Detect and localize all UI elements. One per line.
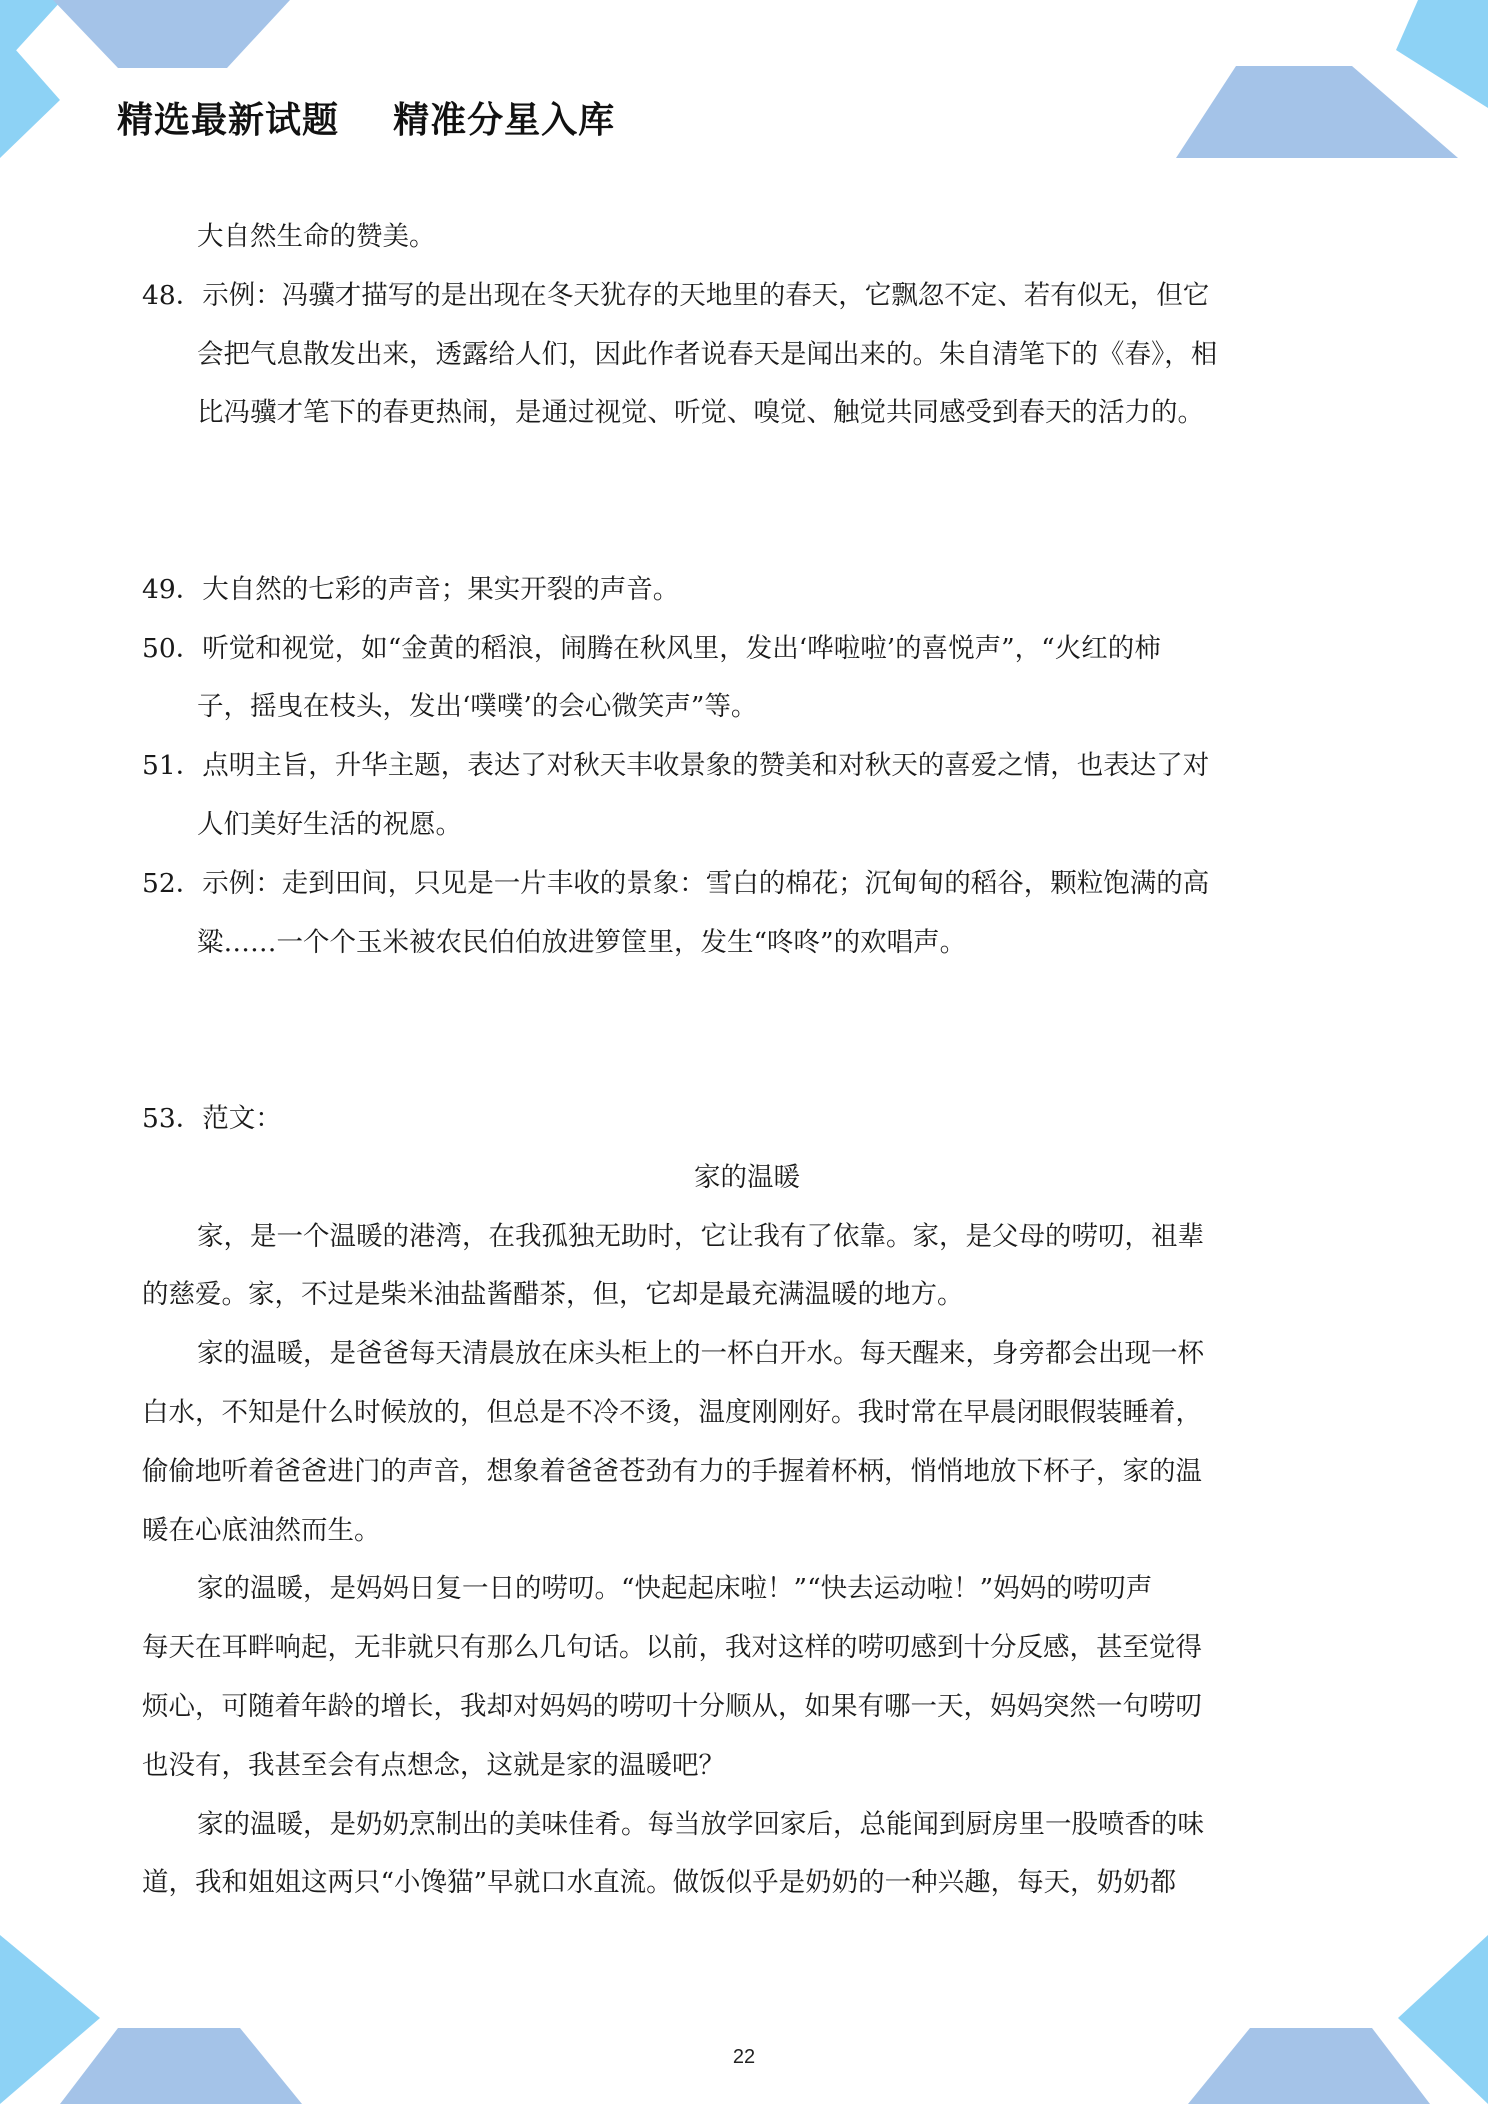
text-line: 每天在耳畔响起，无非就只有那么几句话。以前，我对这样的唠叨感到十分反感，甚至觉得 [142,1632,1202,1664]
text-line: 50．听觉和视觉，如“金黄的稻浪，闹腾在秋风里，发出‘哗啦啦’的喜悦声”，“火红的柿 [142,632,1161,664]
text-line: 家的温暖，是妈妈日复一日的唠叨。“快起起床啦！”“快去运动啦！”妈妈的唠叨声 [197,1573,1153,1605]
text-line: 子，摇曳在枝头，发出‘噗噗’的会心微笑声”等。 [197,691,758,723]
text-line: 白水，不知是什么时候放的，但总是不冷不烫，温度刚刚好。我时常在早晨闭眼假装睡着， [142,1396,1202,1428]
page-number: 22 [732,2046,756,2068]
essay-title: 家的温暖 [694,1161,800,1193]
text-line: 比冯骥才笔下的春更热闹，是通过视觉、听觉、嗅觉、触觉共同感受到春天的活力的。 [197,397,1204,429]
top-left-side-triangle-decoration [0,32,60,158]
top-left-trapezoid-decoration [53,0,290,68]
text-line: 暖在心底油然而生。 [142,1514,381,1546]
text-line: 家的温暖，是奶奶烹制出的美味佳肴。每当放学回家后，总能闻到厨房里一股喷香的味 [197,1808,1204,1840]
text-line: 偷偷地听着爸爸进门的声音，想象着爸爸苍劲有力的手握着杯柄，悄悄地放下杯子，家的温 [142,1455,1202,1487]
header-title: 精选最新试题 精准分星入库 [117,100,616,141]
text-line: 粱……一个个玉米被农民伯伯放进箩筐里，发生“咚咚”的欢唱声。 [197,926,967,958]
text-line: 烦心，可随着年龄的增长，我却对妈妈的唠叨十分顺从，如果有哪一天，妈妈突然一句唠叨 [142,1690,1202,1722]
text-line: 家的温暖，是爸爸每天清晨放在床头柜上的一杯白开水。每天醒来，身旁都会出现一杯 [197,1338,1204,1370]
answer-51 [142,737,1352,855]
answer-48 [142,267,1352,443]
answer-52 [142,855,1352,973]
text-line: 48．示例：冯骥才描写的是出现在冬天犹存的天地里的春天，它飘忽不定、若有似无，但它 [142,279,1210,311]
bottom-right-triangle-decoration [1398,1935,1488,2104]
top-right-trapezoid-decoration [1176,66,1458,158]
text-line: 也没有，我甚至会有点想念，这就是家的温暖吧？ [142,1749,725,1781]
essay-paragraph-2 [142,1325,1352,1560]
essay-paragraph-3 [142,1560,1352,1795]
essay-paragraph-4 [142,1796,1352,1914]
text-line: 大自然生命的赞美。 [197,221,436,252]
text-line: 52．示例：走到田间，只见是一片丰收的景象：雪白的棉花；沉甸甸的稻谷，颗粒饱满的高 [142,867,1210,899]
text-line: 51．点明主旨，升华主题，表达了对秋天丰收景象的赞美和对秋天的喜爱之情，也表达了对 [142,750,1210,782]
text-line: 人们美好生活的祝愿。 [197,808,462,840]
answer-50 [142,620,1352,738]
text-line: 家，是一个温暖的港湾，在我孤独无助时，它让我有了依靠。家，是父母的唠叨，祖辈 [197,1220,1204,1252]
top-right-triangle-decoration [1396,0,1488,108]
answer-53-label: 53．范文： [142,1102,282,1134]
answer-49: 49．大自然的七彩的声音；果实开裂的声音。 [142,573,680,605]
essay-paragraph-1 [142,1208,1352,1326]
text-line: 的慈爱。家，不过是柴米油盐酱醋茶，但，它却是最充满温暖的地方。 [142,1279,964,1311]
text-line: 会把气息散发出来，透露给人们，因此作者说春天是闻出来的。朱自清笔下的《春》，相 [197,338,1218,370]
text-line: 道，我和姐姐这两只“小馋猫”早就口水直流。做饭似乎是奶奶的一种兴趣，每天，奶奶都 [142,1867,1177,1899]
answer-content [142,208,1352,1913]
